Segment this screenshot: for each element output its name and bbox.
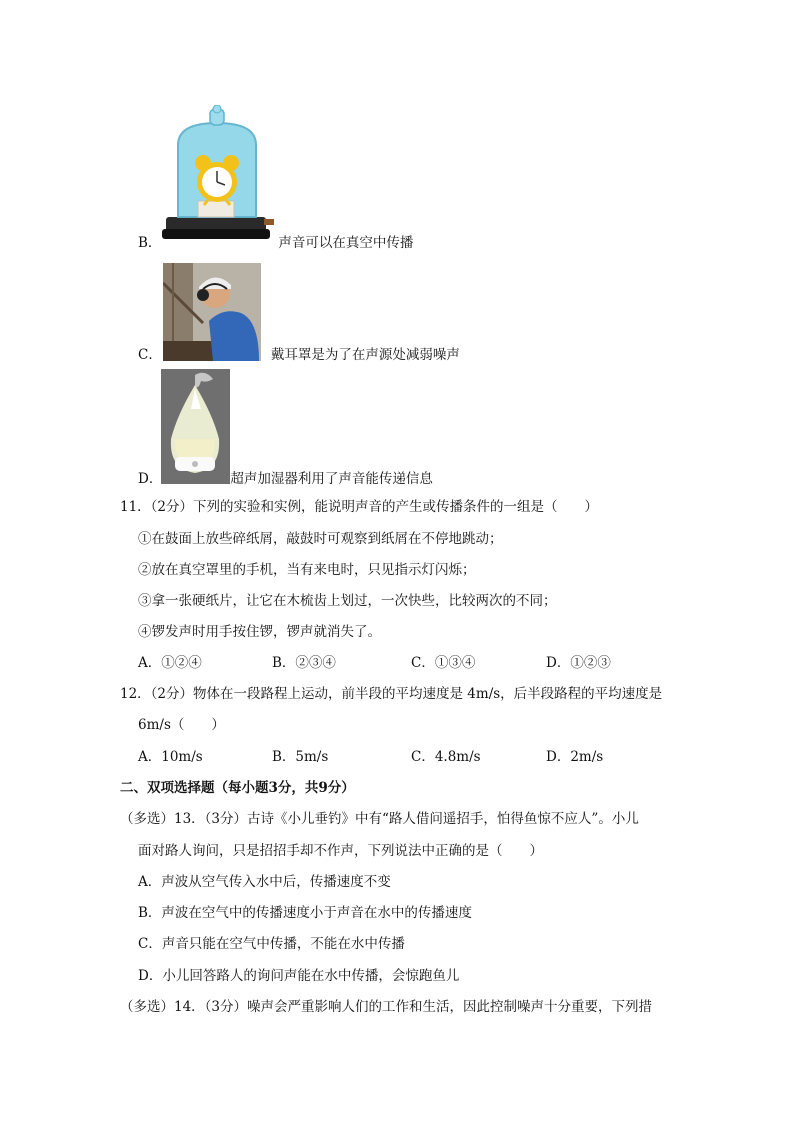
q12-option-d[interactable]: D．2m/s xyxy=(546,749,604,765)
option-d-letter: D． xyxy=(138,471,163,487)
q13-option-a[interactable]: A．声波从空气传入水中后，传播速度不变 xyxy=(138,874,391,890)
q11-option-b[interactable]: B．②③④ xyxy=(272,655,336,671)
section-2-title: 二、双项选择题（每小题3分，共9分） xyxy=(120,780,355,796)
humidifier-image xyxy=(161,369,230,484)
q13-stem-line2: 面对路人询问，只是招招手却不作声，下列说法中正确的是（ ） xyxy=(138,843,543,859)
q11-item-4: ④锣发声时用手按住锣，锣声就消失了。 xyxy=(138,624,381,640)
q13-option-b[interactable]: B．声波在空气中的传播速度小于声音在水中的传播速度 xyxy=(138,905,472,921)
q12-stem-line1: 12．（2分）物体在一段路程上运动，前半段的平均速度是 4m/s，后半段路程的平均速度是 xyxy=(120,686,663,702)
q13-option-c[interactable]: C．声音只能在空气中传播，不能在水中传播 xyxy=(138,936,405,952)
q12-option-b[interactable]: B．5m/s xyxy=(272,749,329,765)
q11-item-1: ①在鼓面上放些碎纸屑，敲鼓时可观察到纸屑在不停地跳动； xyxy=(138,531,503,547)
option-d xyxy=(138,470,433,488)
q11-option-d[interactable]: D．①②③ xyxy=(546,655,611,671)
q12-option-c[interactable]: C．4.8m/s xyxy=(411,749,481,765)
q13-stem-line1: （多选）13．（3分）古诗《小儿垂钓》中有“路人借问遥招手，怕得鱼惊不应人”。小儿 xyxy=(120,811,639,827)
option-c-text: 戴耳罩是为了在声源处减弱噪声 xyxy=(270,347,460,363)
bell-jar-alarm-clock-image xyxy=(160,105,275,247)
option-b xyxy=(138,234,413,252)
option-c xyxy=(138,346,460,364)
option-b-letter: B． xyxy=(138,235,162,251)
q11-option-a[interactable]: A．①②④ xyxy=(138,655,202,671)
option-d-text: 超声加湿器利用了声音能传递信息 xyxy=(230,471,433,487)
q11-stem: 11．（2分）下列的实验和实例，能说明声音的产生或传播条件的一组是（ ） xyxy=(120,499,599,515)
q11-item-2: ②放在真空罩里的手机，当有来电时，只见指示灯闪烁； xyxy=(138,562,476,578)
q12-option-a[interactable]: A．10m/s xyxy=(138,749,203,765)
q12-stem-line2: 6m/s（ ） xyxy=(138,717,225,733)
q11-item-3: ③拿一张硬纸片，让它在木梳齿上划过，一次快些，比较两次的不同； xyxy=(138,593,557,609)
option-c-letter: C． xyxy=(138,347,162,363)
q11-option-c[interactable]: C．①③④ xyxy=(411,655,476,671)
q14-stem-line1: （多选）14．（3分）噪声会严重影响人们的工作和生活，因此控制噪声十分重要，下列措 xyxy=(120,999,653,1015)
q13-option-d[interactable]: D．小儿回答路人的询问声能在水中传播，会惊跑鱼儿 xyxy=(138,968,460,984)
option-b-text: 声音可以在真空中传播 xyxy=(278,235,414,251)
